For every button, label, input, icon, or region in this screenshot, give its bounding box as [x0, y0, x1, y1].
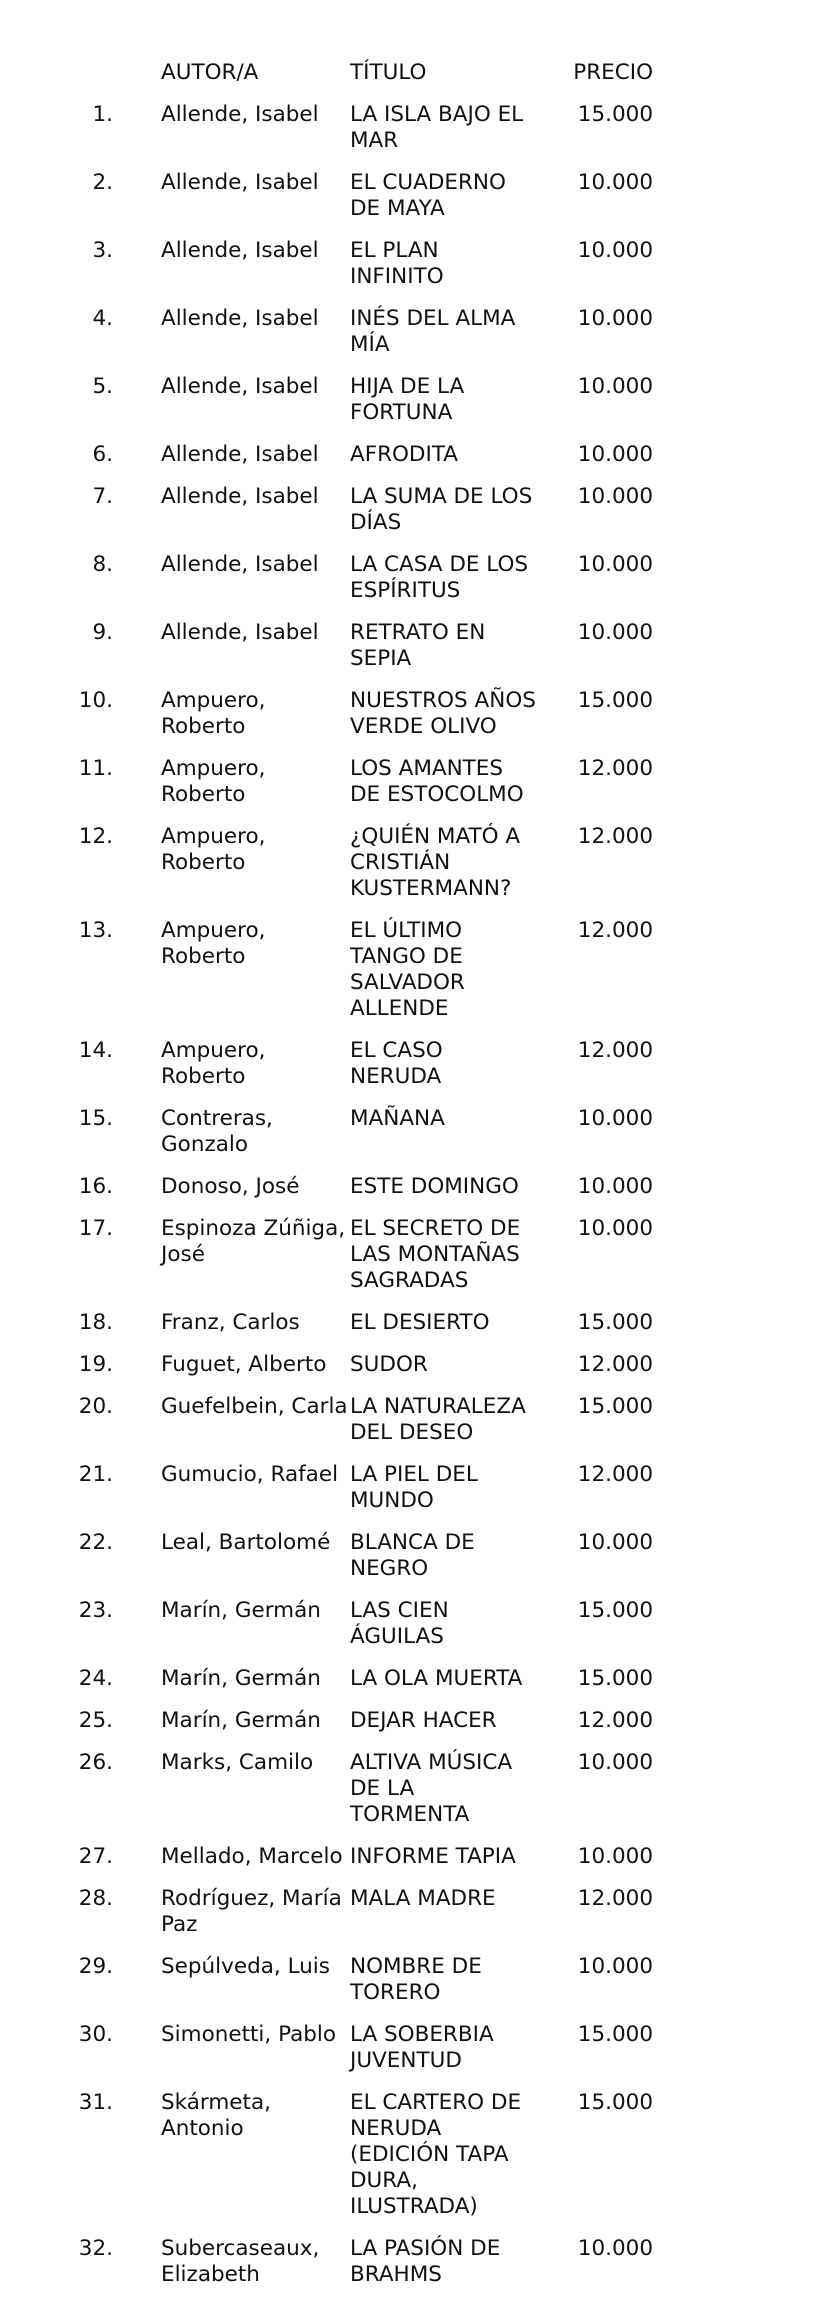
row-title: LA OLA MUERTA: [350, 1666, 523, 1691]
row-author: Guefelbein, Carla: [161, 1394, 348, 1419]
table-row: [0, 1216, 828, 1310]
table-row: [0, 918, 828, 1038]
row-author: Allende, Isabel: [161, 238, 319, 263]
row-title: INÉS DEL ALMA MÍA: [350, 306, 516, 357]
row-author: Allende, Isabel: [161, 442, 319, 467]
row-number: 14.: [78, 1038, 113, 1063]
row-price: 10.000: [577, 442, 653, 467]
row-author: Ampuero, Roberto: [161, 688, 266, 739]
table-row: [0, 1886, 828, 1954]
row-spacer: [118, 688, 161, 740]
row-author: Ampuero, Roberto: [161, 824, 266, 875]
row-price: 10.000: [577, 306, 653, 331]
row-author: Allende, Isabel: [161, 620, 319, 645]
row-number: 2.: [92, 170, 113, 195]
row-number: 10.: [78, 688, 113, 713]
row-price: 12.000: [577, 1886, 653, 1911]
row-title: ¿QUIÉN MATÓ A CRISTIÁN KUSTERMANN?: [350, 824, 521, 901]
table-row: [0, 1666, 828, 1708]
row-spacer: [118, 442, 161, 468]
row-price: 10.000: [577, 2236, 653, 2261]
row-price: 10.000: [577, 1174, 653, 1199]
row-number: 29.: [78, 1954, 113, 1979]
row-spacer: [118, 1666, 161, 1692]
row-title: HIJA DE LA FORTUNA: [350, 374, 465, 425]
row-spacer: [118, 918, 161, 1022]
table-row: [0, 1708, 828, 1750]
row-spacer: [118, 1174, 161, 1200]
row-title: AFRODITA: [350, 442, 459, 467]
row-price: 15.000: [577, 2090, 653, 2115]
row-price: 10.000: [577, 374, 653, 399]
row-author: Allende, Isabel: [161, 552, 319, 577]
row-price: 10.000: [577, 1106, 653, 1131]
row-title: BLANCA DE NEGRO: [350, 1530, 475, 1581]
row-price: 15.000: [577, 688, 653, 713]
row-price: 15.000: [577, 2022, 653, 2047]
row-number: 16.: [78, 1174, 113, 1199]
row-author: Franz, Carlos: [161, 1310, 300, 1335]
row-number: 32.: [78, 2236, 113, 2261]
table-row: [0, 1598, 828, 1666]
row-price: 15.000: [577, 1310, 653, 1335]
row-number: 8.: [92, 552, 113, 577]
row-title: NUESTROS AÑOS VERDE OLIVO: [350, 688, 536, 739]
row-number: 28.: [78, 1886, 113, 1911]
row-price: 15.000: [577, 102, 653, 127]
row-number: 19.: [78, 1352, 113, 1377]
row-author: Leal, Bartolomé: [161, 1530, 331, 1555]
table-row: [0, 1394, 828, 1462]
row-spacer: [118, 238, 161, 290]
table-row: [0, 484, 828, 552]
row-title: LA ISLA BAJO EL MAR: [350, 102, 524, 153]
table-header: [0, 60, 828, 102]
row-price: 12.000: [577, 824, 653, 849]
row-spacer: [118, 552, 161, 604]
row-title: LAS CIEN ÁGUILAS: [350, 1598, 449, 1649]
row-title: EL CARTERO DE NERUDA (EDICIÓN TAPA DURA, ILUSTRADA): [350, 2090, 522, 2219]
row-spacer: [118, 1352, 161, 1378]
table-row: [0, 170, 828, 238]
row-title: EL ÚLTIMO TANGO DE SALVADOR ALLENDE: [350, 918, 465, 1021]
row-author: Marín, Germán: [161, 1708, 321, 1733]
row-title: EL SECRETO DE LAS MONTAÑAS SAGRADAS: [350, 1216, 521, 1293]
row-number: 20.: [78, 1394, 113, 1419]
row-author: Ampuero, Roberto: [161, 756, 266, 807]
row-author: Allende, Isabel: [161, 102, 319, 127]
table-row: [0, 620, 828, 688]
row-title: MAÑANA: [350, 1106, 445, 1131]
row-spacer: [118, 1598, 161, 1650]
row-author: Marks, Camilo: [161, 1750, 314, 1775]
row-spacer: [118, 374, 161, 426]
row-title: MALA MADRE: [350, 1886, 496, 1911]
row-title: LOS AMANTES DE ESTOCOLMO: [350, 756, 524, 807]
row-title: LA SUMA DE LOS DÍAS: [350, 484, 533, 535]
row-spacer: [118, 620, 161, 672]
row-price: 10.000: [577, 170, 653, 195]
row-spacer: [118, 1216, 161, 1294]
row-number: 5.: [92, 374, 113, 399]
row-author: Marín, Germán: [161, 1598, 321, 1623]
row-title: LA NATURALEZA DEL DESEO: [350, 1394, 526, 1445]
book-price-list: [0, 60, 828, 2304]
row-spacer: [118, 1462, 161, 1514]
row-price: 10.000: [577, 1844, 653, 1869]
row-spacer: [118, 1310, 161, 1336]
row-number: 9.: [92, 620, 113, 645]
row-title: EL CASO NERUDA: [350, 1038, 443, 1089]
row-number: 3.: [92, 238, 113, 263]
row-spacer: [118, 484, 161, 536]
row-title: LA CASA DE LOS ESPÍRITUS: [350, 552, 529, 603]
row-title: INFORME TAPIA: [350, 1844, 516, 1869]
row-spacer: [118, 1708, 161, 1734]
row-author: Allende, Isabel: [161, 484, 319, 509]
table-row: [0, 1174, 828, 1216]
table-row: [0, 1750, 828, 1844]
row-author: Gumucio, Rafael: [161, 1462, 339, 1487]
row-number: 7.: [92, 484, 113, 509]
row-price: 12.000: [577, 1352, 653, 1377]
row-spacer: [118, 1750, 161, 1828]
row-price: 10.000: [577, 552, 653, 577]
row-spacer: [118, 1954, 161, 2006]
header-spacer: [118, 60, 161, 86]
row-spacer: [118, 102, 161, 154]
row-author: Skármeta, Antonio: [161, 2090, 271, 2141]
header-number: [0, 60, 118, 86]
table-body: [0, 102, 828, 2304]
row-number: 18.: [78, 1310, 113, 1335]
row-author: Ampuero, Roberto: [161, 918, 266, 969]
table-row: [0, 1462, 828, 1530]
table-row: [0, 1954, 828, 2022]
row-number: 12.: [78, 824, 113, 849]
row-price: 15.000: [577, 1394, 653, 1419]
row-price: 12.000: [577, 1708, 653, 1733]
row-author: Fuguet, Alberto: [161, 1352, 327, 1377]
row-number: 30.: [78, 2022, 113, 2047]
row-spacer: [118, 2022, 161, 2074]
row-title: EL DESIERTO: [350, 1310, 490, 1335]
row-title: LA SOBERBIA JUVENTUD: [350, 2022, 494, 2073]
row-number: 25.: [78, 1708, 113, 1733]
row-title: LA PASIÓN DE BRAHMS: [350, 2236, 501, 2287]
row-spacer: [118, 1530, 161, 1582]
table-row: [0, 1530, 828, 1598]
row-spacer: [118, 1106, 161, 1158]
row-number: 13.: [78, 918, 113, 943]
row-number: 21.: [78, 1462, 113, 1487]
row-number: 4.: [92, 306, 113, 331]
table-row: [0, 756, 828, 824]
table-row: [0, 824, 828, 918]
row-price: 15.000: [577, 1666, 653, 1691]
row-price: 10.000: [577, 620, 653, 645]
table-row: [0, 238, 828, 306]
row-spacer: [118, 1844, 161, 1870]
row-spacer: [118, 170, 161, 222]
row-title: LA PIEL DEL MUNDO: [350, 1462, 478, 1513]
row-title: SUDOR: [350, 1352, 428, 1377]
row-title: NOMBRE DE TORERO: [350, 1954, 482, 2005]
table-row: [0, 1352, 828, 1394]
row-number: 6.: [92, 442, 113, 467]
row-price: 10.000: [577, 1530, 653, 1555]
row-author: Mellado, Marcelo: [161, 1844, 343, 1869]
row-number: 31.: [78, 2090, 113, 2115]
row-price: 10.000: [577, 238, 653, 263]
row-spacer: [118, 1038, 161, 1090]
row-author: Allende, Isabel: [161, 374, 319, 399]
row-author: Allende, Isabel: [161, 306, 319, 331]
row-price: 10.000: [577, 1216, 653, 1241]
row-author: Allende, Isabel: [161, 170, 319, 195]
row-spacer: [118, 756, 161, 808]
row-author: Simonetti, Pablo: [161, 2022, 337, 2047]
header-title: TÍTULO: [350, 60, 427, 85]
row-price: 10.000: [577, 1750, 653, 1775]
row-price: 10.000: [577, 1954, 653, 1979]
row-author: Contreras, Gonzalo: [161, 1106, 273, 1157]
row-number: 11.: [78, 756, 113, 781]
row-title: ALTIVA MÚSICA DE LA TORMENTA: [350, 1750, 513, 1827]
row-number: 26.: [78, 1750, 113, 1775]
header-author: AUTOR/A: [161, 60, 259, 85]
row-price: 12.000: [577, 1462, 653, 1487]
table-row: [0, 374, 828, 442]
table-row: [0, 2022, 828, 2090]
table-row: [0, 1844, 828, 1886]
row-author: Subercaseaux, Elizabeth: [161, 2236, 320, 2287]
row-price: 12.000: [577, 756, 653, 781]
row-author: Sepúlveda, Luis: [161, 1954, 330, 1979]
row-author: Ampuero, Roberto: [161, 1038, 266, 1089]
table-row: [0, 1310, 828, 1352]
table-row: [0, 688, 828, 756]
table-row: [0, 2236, 828, 2304]
row-number: 17.: [78, 1216, 113, 1241]
row-number: 22.: [78, 1530, 113, 1555]
table-row: [0, 306, 828, 374]
row-number: 24.: [78, 1666, 113, 1691]
row-title: EL PLAN INFINITO: [350, 238, 444, 289]
row-author: Rodríguez, María Paz: [161, 1886, 342, 1937]
row-number: 1.: [92, 102, 113, 127]
row-spacer: [118, 1394, 161, 1446]
row-author: Espinoza Zúñiga, José: [161, 1216, 346, 1267]
row-title: RETRATO EN SEPIA: [350, 620, 486, 671]
table-row: [0, 102, 828, 170]
row-spacer: [118, 2236, 161, 2288]
row-price: 10.000: [577, 484, 653, 509]
row-title: EL CUADERNO DE MAYA: [350, 170, 506, 221]
row-author: Donoso, José: [161, 1174, 300, 1199]
row-price: 15.000: [577, 1598, 653, 1623]
row-price: 12.000: [577, 1038, 653, 1063]
row-price: 12.000: [577, 918, 653, 943]
row-number: 23.: [78, 1598, 113, 1623]
table-row: [0, 442, 828, 484]
row-spacer: [118, 2090, 161, 2220]
row-number: 15.: [78, 1106, 113, 1131]
table-row: [0, 552, 828, 620]
table-row: [0, 2090, 828, 2236]
header-price: PRECIO: [573, 60, 653, 85]
table-row: [0, 1038, 828, 1106]
row-spacer: [118, 1886, 161, 1938]
table-row: [0, 1106, 828, 1174]
row-title: DEJAR HACER: [350, 1708, 497, 1733]
row-title: ESTE DOMINGO: [350, 1174, 519, 1199]
row-number: 27.: [78, 1844, 113, 1869]
row-spacer: [118, 306, 161, 358]
row-spacer: [118, 824, 161, 902]
row-author: Marín, Germán: [161, 1666, 321, 1691]
